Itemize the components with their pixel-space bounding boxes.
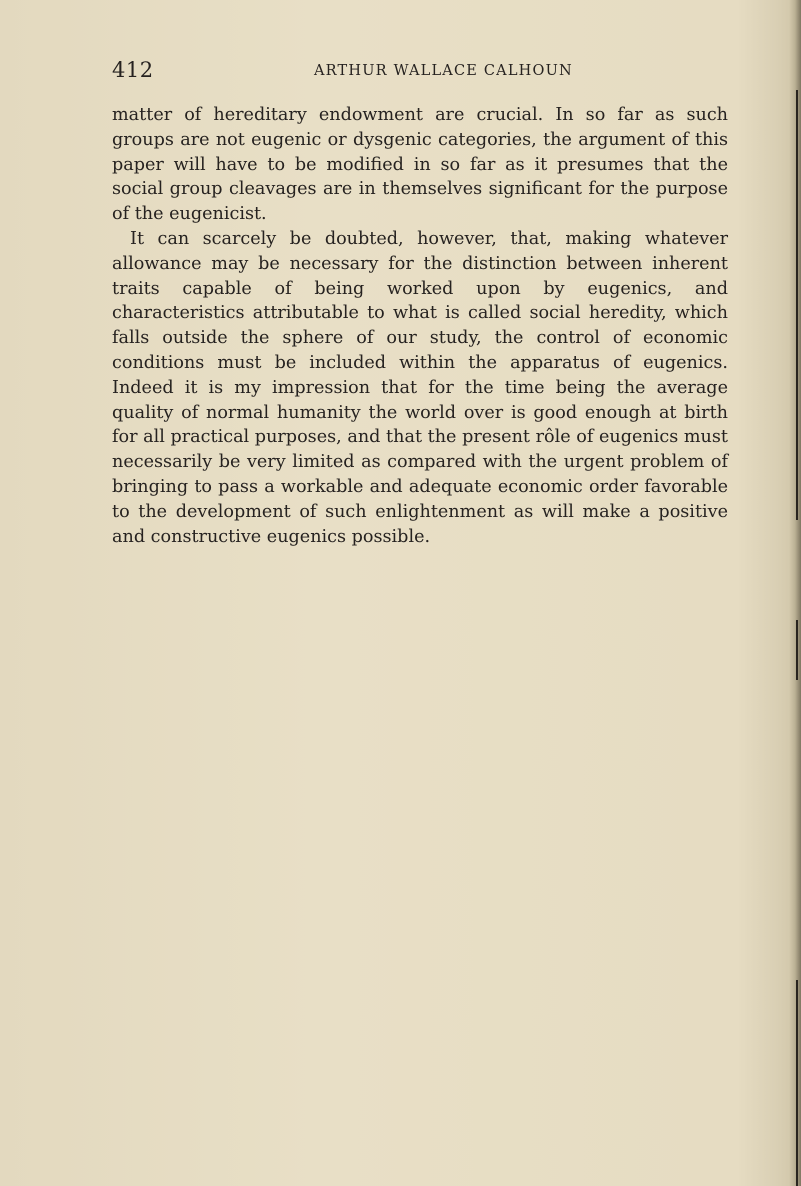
body-text xyxy=(112,103,728,549)
page-number: 412 xyxy=(112,58,154,82)
running-head: ARTHUR WALLACE CALHOUN xyxy=(314,63,573,79)
page-edge-line xyxy=(796,620,798,680)
page-edge-shadow xyxy=(789,0,801,1186)
page-edge-line xyxy=(796,90,798,520)
paragraph: It can scarcely be doubted, however, that, making whatever allowance may be necessary for the distinction between inherent traits capable of being worked upon by eugenics, and characteristics attributable to what is called social heredity, which falls outside the sphere of our study, the control of economic conditions must be included within the apparatus of eugenics. Indeed it is my impression that for the time being the average quality of normal humanity the world over is good enough at birth for all practical purposes, and that the present rôle of eugenics must necessarily be very limited as compared with the urgent problem of bringing to pass a workable and adequate economic order favorable to the development of such enlightenment as will make a positive and constructive eugenics possible. xyxy=(112,228,728,547)
paragraph-continued: matter of hereditary endowment are crucial. In so far as such groups are not eugenic or dysgenic categories, the argument of this paper will have to be modified in so far as it presumes that the social group cleavages are in themselves significant for the purpose of the eugenicist. xyxy=(112,105,728,225)
page-edge-line xyxy=(796,980,798,1186)
